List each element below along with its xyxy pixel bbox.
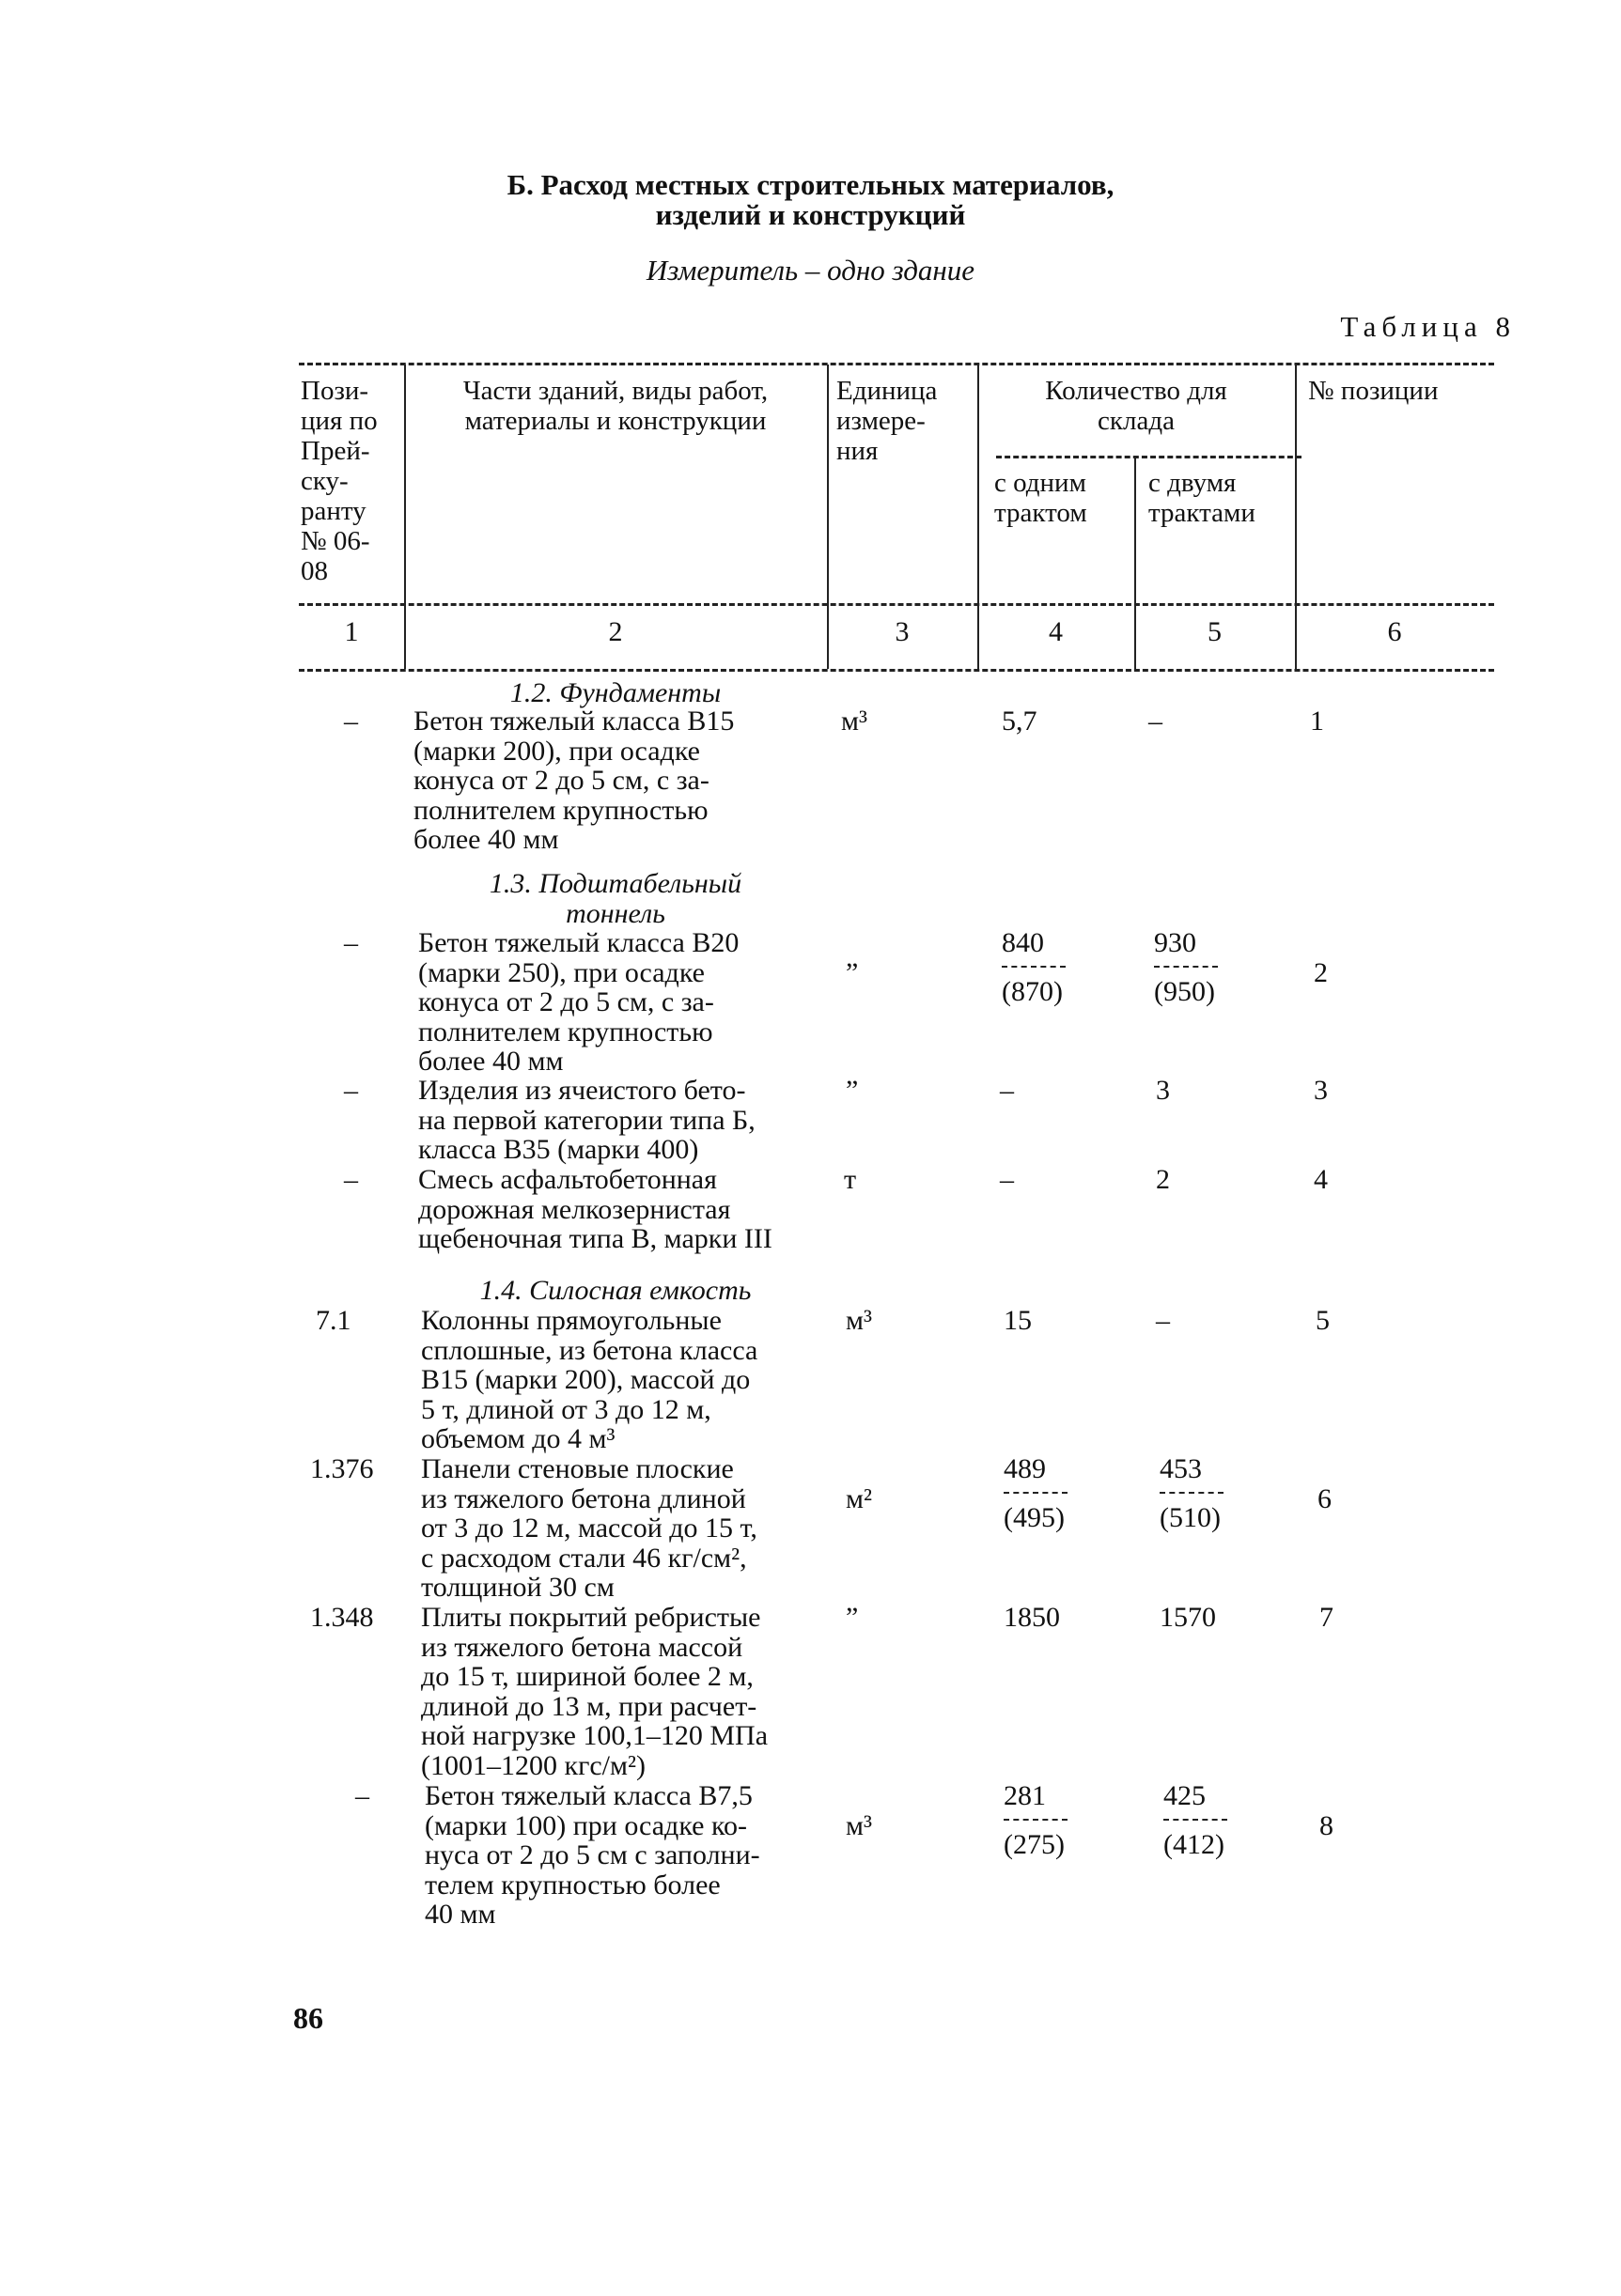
row-7-position-number: 7 <box>1319 1602 1333 1633</box>
header-col-6: № позиции <box>1308 376 1439 406</box>
title-line-2: изделий и конструкций <box>655 198 966 231</box>
col-number-6: 6 <box>1387 616 1402 647</box>
row-2-position-number: 2 <box>1314 957 1328 988</box>
row-1-unit: м³ <box>841 706 867 737</box>
row-1-position: – <box>344 706 358 737</box>
row-2-position: – <box>344 927 358 958</box>
row-5-position-number: 5 <box>1316 1305 1330 1336</box>
row-7-description: Плиты покрытий ребристые из тяжелого бетона массой до 15 т, шириной более 2 м, длиной до 13 м, при расчет- ной нагрузке 100,1–120 МПа (1001–1200 кгс/м²) <box>421 1602 769 1781</box>
header-col-1: Пози- ция по Прей- ску- ранту № 06- 08 <box>301 376 378 586</box>
row-7-position: 1.348 <box>310 1602 374 1633</box>
row-3-position-number: 3 <box>1314 1075 1328 1106</box>
row-2-qty-two-tracks: 930 (950) <box>1154 928 1218 1006</box>
table-label: Таблица 8 <box>1340 310 1516 343</box>
row-2-description: Бетон тяжелый класса В20 (марки 250), при осадке конуса от 2 до 5 см, с за- полнителем крупностью более 40 мм <box>418 927 740 1077</box>
row-1-qty-two-tracks: – <box>1148 706 1162 737</box>
row-4-unit: т <box>844 1164 857 1195</box>
row-8-qty-one-track: 281 (275) <box>1004 1781 1068 1859</box>
row-5-qty-two-tracks: – <box>1156 1305 1170 1336</box>
row-2-qty-one-track: 840 (870) <box>1002 928 1066 1006</box>
row-4-description: Смесь асфальтобетонная дорожная мелкозернистая щебеночная типа В, марки III <box>418 1164 772 1254</box>
row-4-position: – <box>344 1164 358 1195</box>
row-7-qty-two-tracks: 1570 <box>1160 1602 1216 1633</box>
col-number-3: 3 <box>895 616 910 647</box>
row-8-description: Бетон тяжелый класса В7,5 (марки 100) при осадке ко- нуса от 2 до 5 см с заполни- телем крупностью более 40 мм <box>425 1780 760 1930</box>
row-8-qty-two-tracks: 425 (412) <box>1163 1781 1227 1859</box>
header-col-4: с одним трактом <box>994 468 1087 528</box>
section-heading-1-3: 1.3. Подштабельный тоннель <box>489 868 742 929</box>
col-number-2: 2 <box>608 616 623 647</box>
row-6-position: 1.376 <box>310 1453 374 1484</box>
row-4-position-number: 4 <box>1314 1164 1328 1195</box>
row-8-position-number: 8 <box>1319 1810 1333 1841</box>
row-1-qty-one-track: 5,7 <box>1002 706 1037 737</box>
title-line-1: Б. Расход местных строительных материалов, <box>507 168 1114 201</box>
header-col-5: с двумя трактами <box>1148 468 1255 528</box>
row-8-position: – <box>355 1780 369 1811</box>
row-7-unit: ” <box>846 1602 859 1633</box>
row-3-position: – <box>344 1075 358 1106</box>
numbers-bottom-rule <box>299 669 1494 672</box>
col-number-5: 5 <box>1208 616 1222 647</box>
row-5-position: 7.1 <box>316 1305 351 1336</box>
row-3-qty-one-track: – <box>1000 1075 1014 1106</box>
measure-caption: Измеритель – одно здание <box>646 254 975 287</box>
col-number-1: 1 <box>344 616 359 647</box>
row-7-qty-one-track: 1850 <box>1004 1602 1060 1633</box>
col-number-4: 4 <box>1049 616 1063 647</box>
row-3-description: Изделия из ячеистого бето- на первой категории типа Б, класса В35 (марки 400) <box>418 1075 756 1165</box>
row-3-unit: ” <box>846 1075 859 1106</box>
row-6-unit: м² <box>846 1483 872 1514</box>
row-1-description: Бетон тяжелый класса В15 (марки 200), при осадке конуса от 2 до 5 см, с за- полнителем крупностью более 40 мм <box>413 706 735 855</box>
row-6-description: Панели стеновые плоские из тяжелого бетона длиной от 3 до 12 м, массой до 15 т, с расходом стали 46 кг/см², толщиной 30 см <box>421 1453 757 1603</box>
header-col-3: Единица измере- ния <box>836 376 938 466</box>
row-5-unit: м³ <box>846 1305 872 1336</box>
row-5-description: Колонны прямоугольные сплошные, из бетона класса В15 (марки 200), массой до 5 т, длиной от 3 до 12 м, объемом до 4 м³ <box>421 1305 758 1454</box>
row-1-position-number: 1 <box>1310 706 1324 737</box>
row-6-position-number: 6 <box>1317 1483 1332 1514</box>
row-6-qty-two-tracks: 453 (510) <box>1160 1454 1224 1532</box>
header-top-rule <box>299 363 1494 365</box>
header-col-2: Части зданий, виды работ, материалы и конструкции <box>462 376 769 436</box>
header-col-4-5: Количество для склада <box>1045 376 1227 436</box>
section-heading-1-4: 1.4. Силосная емкость <box>479 1275 752 1306</box>
row-8-unit: м³ <box>846 1810 872 1841</box>
row-5-qty-one-track: 15 <box>1004 1305 1032 1336</box>
row-2-unit: ” <box>846 957 859 988</box>
header-split-rule <box>996 456 1301 458</box>
section-heading-1-2: 1.2. Фундаменты <box>509 677 722 708</box>
row-4-qty-two-tracks: 2 <box>1156 1164 1170 1195</box>
row-3-qty-two-tracks: 3 <box>1156 1075 1170 1106</box>
header-bottom-rule <box>299 603 1494 606</box>
row-4-qty-one-track: – <box>1000 1164 1014 1195</box>
row-6-qty-one-track: 489 (495) <box>1004 1454 1068 1532</box>
page-number: 86 <box>293 2001 323 2035</box>
